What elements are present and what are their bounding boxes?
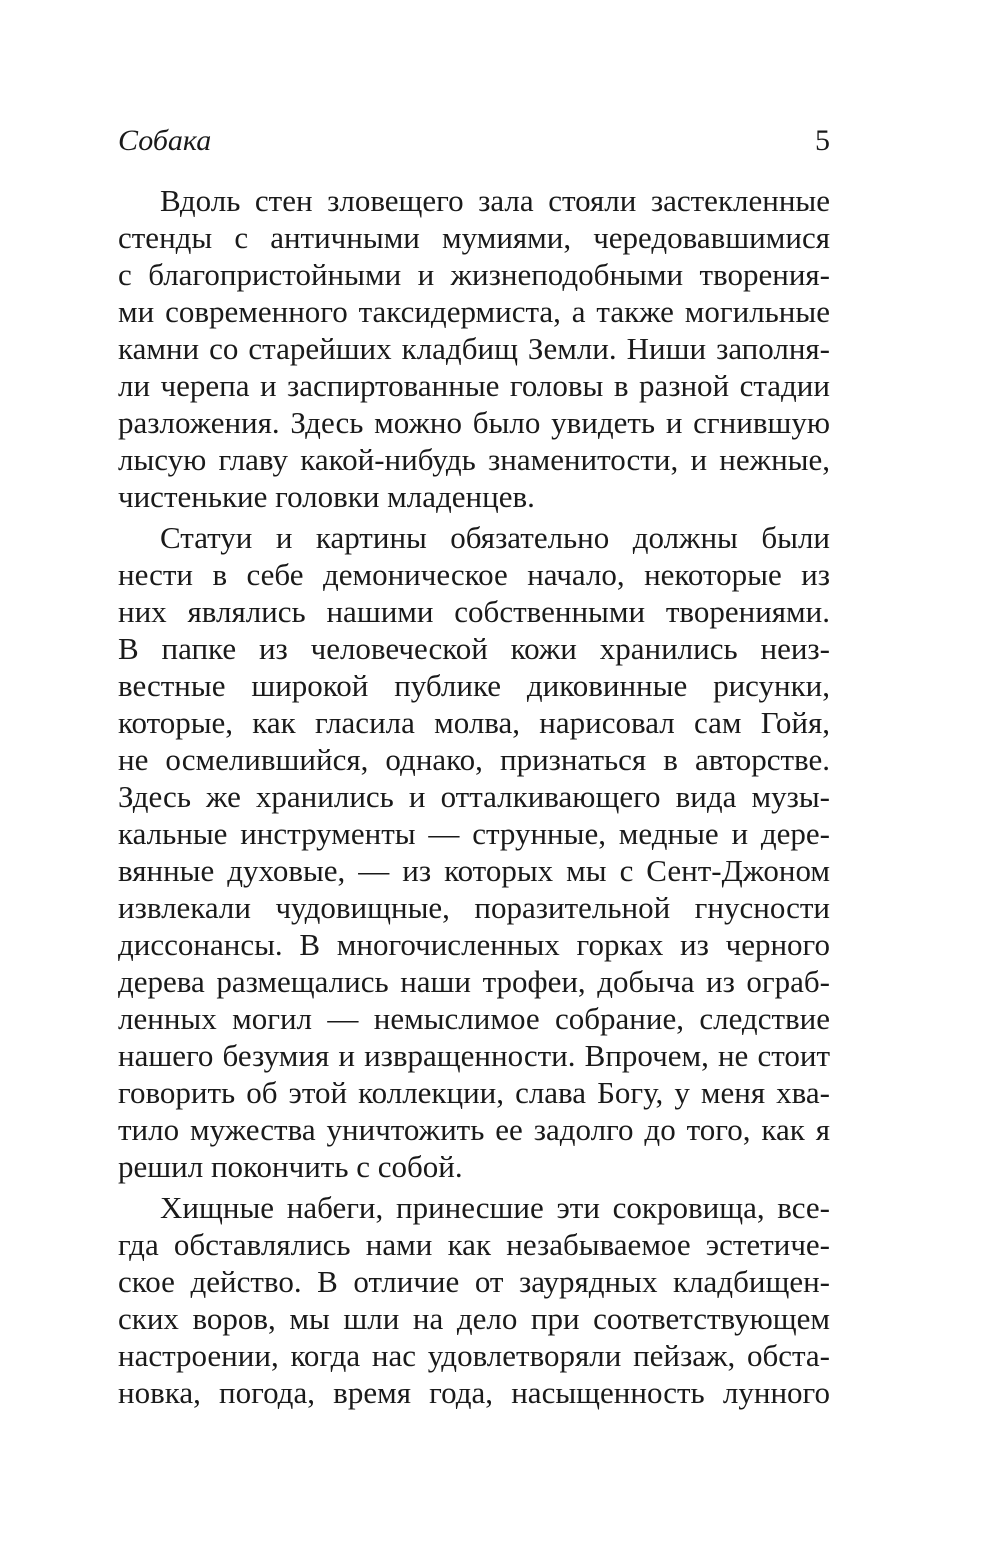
text-line: ских воров, мы шли на дело при соответствующем [118,1301,830,1336]
text-line: ское действо. В отличие от заурядных кладбищен- [118,1264,830,1299]
text-line: вестные широкой публике диковинные рисунки, [118,668,830,703]
text-line: тило мужества уничтожить ее задолго до того, как я [118,1112,830,1147]
text-line: нести в себе демоническое начало, некоторые из [118,557,830,592]
text-line: Здесь же хранились и отталкивающего вида музы- [118,779,830,814]
text-line: извлекали чудовищные, поразительной гнусности [118,890,830,925]
text-line: гда обставлялись нами как незабываемое эстетиче- [118,1227,830,1262]
page-number: 5 [815,124,830,157]
text-line: нашего безумия и извращенности. Впрочем, не стоит [118,1038,830,1073]
text-line: камни со старейших кладбищ Земли. Ниши заполня- [118,331,830,366]
text-line: ми современного таксидермиста, а также могильные [118,294,830,329]
text-line: говорить об этой коллекции, слава Богу, у меня хва- [118,1075,830,1110]
text-line: стенды с античными мумиями, чередовавшимися [118,220,830,255]
text-line: вянные духовые, — из которых мы с Сент-Джоном [118,853,830,888]
text-line: ли черепа и заспиртованные головы в разной стадии [118,368,830,403]
text-line: лысую главу какой-нибудь знаменитости, и нежные, [118,442,830,477]
text-line: них являлись нашими собственными творениями. [118,594,830,629]
text-line: чистенькие головки младенцев. [118,479,535,514]
text-line: В папке из человеческой кожи хранились неиз- [118,631,830,666]
text-line: новка, погода, время года, насыщенность лунного [118,1375,830,1410]
text-line: разложения. Здесь можно было увидеть и сгнившую [118,405,830,440]
text-line: которые, как гласила молва, нарисовал сам Гойя, [118,705,830,740]
text-line: не осмелившийся, однако, признаться в авторстве. [118,742,830,777]
text-line: дерева размещались наши трофеи, добыча из ограб- [118,964,830,999]
text-line: решил покончить с собой. [118,1149,463,1184]
text-line: диссонансы. В многочисленных горках из черного [118,927,830,962]
text-line: ленных могил — немыслимое собрание, следствие [118,1001,830,1036]
text-line: настроении, когда нас удовлетворяли пейзаж, обста- [118,1338,830,1373]
text-line: Статуи и картины обязательно должны были [160,520,830,555]
text-line: Хищные набеги, принесшие эти сокровища, все- [160,1190,830,1225]
text-line: кальные инструменты — струнные, медные и дере- [118,816,830,851]
text-line: с благопристойными и жизнеподобными творения- [118,257,830,292]
text-line: Вдоль стен зловещего зала стояли застекленные [160,183,830,218]
chapter-title: Собака [118,124,212,157]
running-header [118,124,830,168]
